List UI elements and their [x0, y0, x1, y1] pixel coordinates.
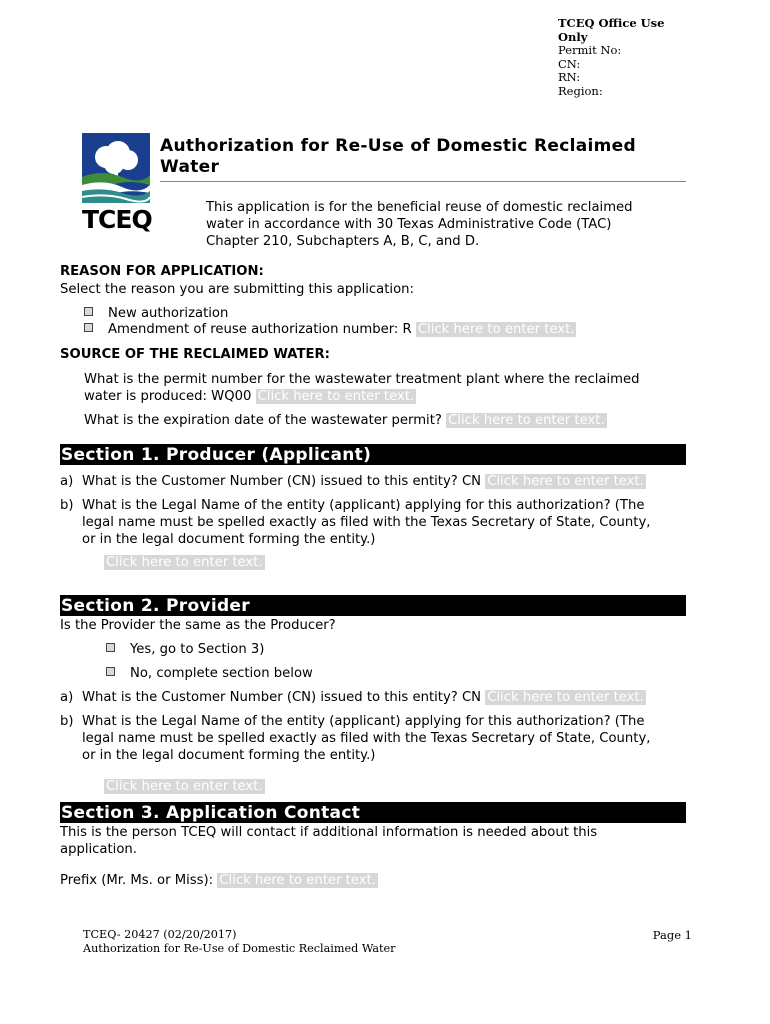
section-1-a-text: What is the Customer Number (CN) issued to this entity? CN	[82, 474, 482, 489]
provider-yes-label: Yes, go to Section 3)	[130, 642, 265, 657]
section-2-b-line-3: or in the legal document forming the entity.)	[82, 748, 376, 763]
intro-line-2: water in accordance with 30 Texas Administrative Code (TAC)	[206, 217, 612, 232]
section-1-cn-field[interactable]: Click here to enter text.	[487, 474, 644, 489]
section-2-b-line-2: legal name must be spelled exactly as filed with the Texas Secretary of State, County,	[82, 731, 651, 746]
expiration-date-field[interactable]: Click here to enter text.	[448, 413, 605, 428]
office-use-block	[558, 17, 673, 98]
reason-option-new	[84, 305, 228, 322]
page-number: Page 1	[652, 928, 692, 942]
permit-no-label: Permit No:	[558, 43, 622, 57]
section-3-line-2: application.	[60, 842, 137, 857]
logo-text: TCEQ	[82, 205, 152, 234]
section-1-header: Section 1. Producer (Applicant)	[60, 444, 686, 465]
section-1-question-b	[60, 497, 650, 548]
tceq-logo	[82, 133, 150, 237]
new-authorization-checkbox[interactable]	[84, 307, 93, 316]
reason-heading: REASON FOR APPLICATION:	[60, 264, 264, 279]
amendment-number-field[interactable]: Click here to enter text.	[417, 322, 575, 337]
section-2-prompt: Is the Provider the same as the Producer?	[60, 618, 336, 633]
section-2-b-line-1: What is the Legal Name of the entity (applicant) applying for this authorization? (The	[82, 714, 645, 729]
section-2-header: Section 2. Provider	[60, 595, 686, 616]
rn-label: RN:	[558, 70, 581, 84]
wq-permit-number-field[interactable]: Click here to enter text.	[257, 389, 415, 404]
title-divider	[160, 181, 686, 182]
section-3-line-1: This is the person TCEQ will contact if additional information is needed about this	[60, 825, 598, 840]
provider-no-label: No, complete section below	[130, 666, 313, 681]
title-line-2: Water	[160, 157, 220, 177]
new-authorization-label: New authorization	[108, 306, 229, 321]
region-label: Region:	[558, 83, 603, 98]
section-1-legal-name-field[interactable]: Click here to enter text.	[106, 555, 263, 570]
source-question-permit	[84, 371, 640, 405]
footer-form-id: TCEQ- 20427 (02/20/2017)	[83, 928, 237, 941]
office-use-heading: TCEQ Office Use Only	[558, 16, 665, 44]
section-3-description	[60, 824, 597, 858]
source-heading: SOURCE OF THE RECLAIMED WATER:	[60, 347, 330, 362]
amendment-checkbox[interactable]	[84, 323, 93, 332]
reason-option-amendment	[84, 321, 576, 338]
section-2-a-letter: a)	[60, 690, 74, 705]
intro-line-3: Chapter 210, Subchapters A, B, C, and D.	[206, 234, 480, 249]
section-2-cn-field[interactable]: Click here to enter text.	[487, 690, 644, 705]
page-title	[160, 136, 686, 178]
section-1-b-line-3: or in the legal document forming the entity.)	[82, 532, 376, 547]
intro-line-1: This application is for the beneficial reuse of domestic reclaimed	[206, 200, 633, 215]
title-line-1: Authorization for Re-Use of Domestic Reclaimed	[160, 136, 636, 156]
section-3-header: Section 3. Application Contact	[60, 802, 686, 823]
section-2-option-no	[106, 665, 313, 682]
prefix-label: Prefix (Mr. Ms. or Miss):	[60, 873, 214, 888]
reason-prompt: Select the reason you are submitting this application:	[60, 282, 414, 297]
cn-label: CN:	[558, 56, 581, 71]
provider-yes-checkbox[interactable]	[106, 643, 115, 652]
page-footer	[83, 928, 395, 955]
prefix-field[interactable]: Click here to enter text.	[219, 873, 376, 888]
section-2-legal-name-row	[104, 778, 265, 795]
section-3-prefix-row	[60, 872, 378, 889]
section-1-a-letter: a)	[60, 474, 74, 489]
section-1-b-letter: b)	[60, 498, 74, 513]
section-2-a-text: What is the Customer Number (CN) issued to this entity? CN	[82, 690, 482, 705]
section-2-question-b	[60, 713, 650, 764]
source-q1-line-1: What is the permit number for the wastewater treatment plant where the reclaimed	[84, 372, 640, 387]
section-1-b-line-1: What is the Legal Name of the entity (applicant) applying for this authorization? (The	[82, 498, 645, 513]
source-q1-line-2: water is produced: WQ00	[84, 389, 252, 404]
section-2-question-a	[60, 689, 646, 706]
provider-no-checkbox[interactable]	[106, 667, 115, 676]
amendment-label: Amendment of reuse authorization number: R	[108, 322, 412, 337]
section-2-legal-name-field[interactable]: Click here to enter text.	[106, 779, 263, 794]
section-2-b-letter: b)	[60, 714, 74, 729]
section-1-b-line-2: legal name must be spelled exactly as filed with the Texas Secretary of State, County,	[82, 515, 651, 530]
footer-form-title: Authorization for Re-Use of Domestic Reclaimed Water	[83, 941, 396, 955]
source-question-expiration	[84, 412, 607, 429]
section-1-question-a	[60, 473, 646, 490]
section-1-legal-name-row	[104, 554, 265, 571]
intro-paragraph	[206, 199, 676, 250]
source-q2-label: What is the expiration date of the wastewater permit?	[84, 413, 442, 428]
section-2-option-yes	[106, 641, 264, 658]
